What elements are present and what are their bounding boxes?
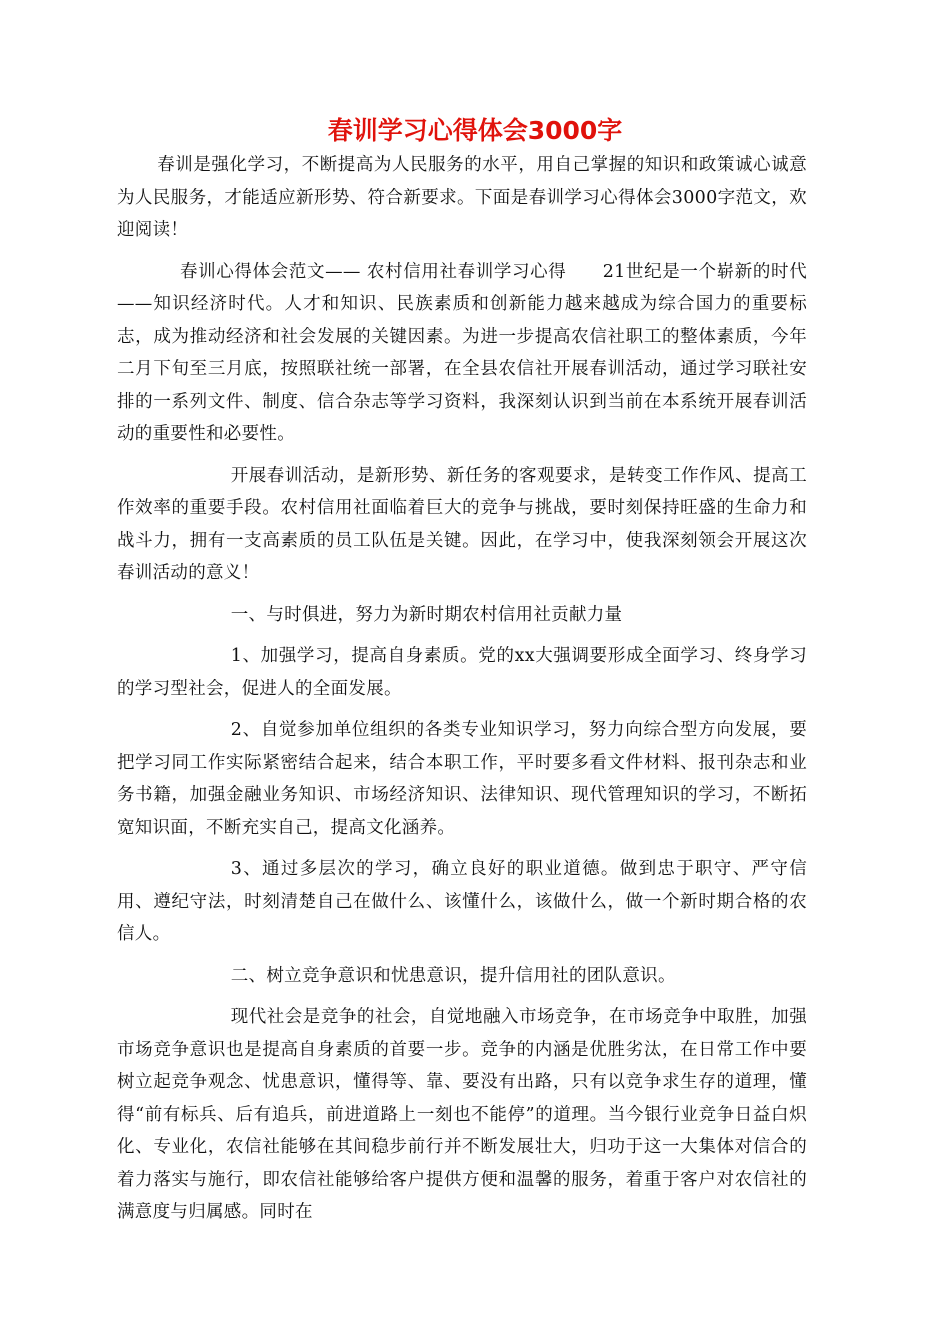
paragraph-point-3: 3、通过多层次的学习，确立良好的职业道德。做到忠于职守、严守信用、遵纪守法，时刻清楚自己在做什么、该懂什么，该做什么，做一个新时期合格的农信人。 bbox=[117, 859, 807, 944]
document-title: 春训学习心得体会3000字 bbox=[327, 116, 623, 145]
paragraph-body: 现代社会是竞争的社会，自觉地融入市场竞争，在市场竞争中取胜，加强市场竞争意识也是提高自身素质的首要一步。竞争的内涵是优胜劣汰，在日常工作中要树立起竞争观念、忧患意识，懂得等、靠、要没有出路，只有以竞争求生存的道理，懂得“前有标兵、后有追兵，前进道路上一刻也不能停”的道理。当今银行业竞争日益白炽化、专业化，农信社能够在其间稳步前行并不断发展壮大，归功于这一大集体对信合的着力落实与施行，即农信社能够给客户提供方便和温馨的服务，着重于客户对农信社的满意度与归属感。同时在 bbox=[117, 1007, 807, 1222]
document-body bbox=[117, 149, 807, 1238]
paragraph-intro: 春训是强化学习，不断提高为人民服务的水平，用自己掌握的知识和政策诚心诚意为人民服务，才能适应新形势、符合新要求。下面是春训学习心得体会3000字范文，欢迎阅读！ bbox=[117, 155, 807, 240]
paragraph-body: 开展春训活动，是新形势、新任务的客观要求，是转变工作作风、提高工作效率的重要手段。农村信用社面临着巨大的竞争与挑战，要时刻保持旺盛的生命力和战斗力，拥有一支高素质的员工队伍是关键。因此，在学习中，使我深刻领会开展这次春训活动的意义！ bbox=[117, 465, 807, 583]
section-heading-2: 二、树立竞争意识和忧患意识，提升信用社的团队意识。 bbox=[230, 965, 676, 986]
paragraph-essay-opening: 春训心得体会范文—— 农村信用社春训学习心得 21世纪是一个崭新的时代——知识经济时代。人才和知识、民族素质和创新能力越来越成为综合国力的重要标志，成为推动经济和社会发展的关键因素。为进一步提高农信社职工的整体素质，今年二月下旬至三月底，按照联社统一部署，在全县农信社开展春训活动，通过学习联社安排的一系列文件、制度、信合杂志等学习资料，我深刻认识到当前在本系统开展春训活动的重要性和必要性。 bbox=[117, 261, 807, 444]
paragraph-point-1: 1、加强学习，提高自身素质。党的xx大强调要形成全面学习、终身学习的学习型社会，促进人的全面发展。 bbox=[117, 646, 807, 699]
paragraph-point-2: 2、自觉参加单位组织的各类专业知识学习，努力向综合型方向发展，要把学习同工作实际紧密结合起来，结合本职工作，平时要多看文件材料、报刊杂志和业务书籍，加强金融业务知识、市场经济知识、法律知识、现代管理知识的学习，不断拓宽知识面，不断充实自己，提高文化涵养。 bbox=[117, 720, 807, 838]
section-heading-1: 一、与时俱进，努力为新时期农村信用社贡献力量 bbox=[230, 604, 623, 625]
